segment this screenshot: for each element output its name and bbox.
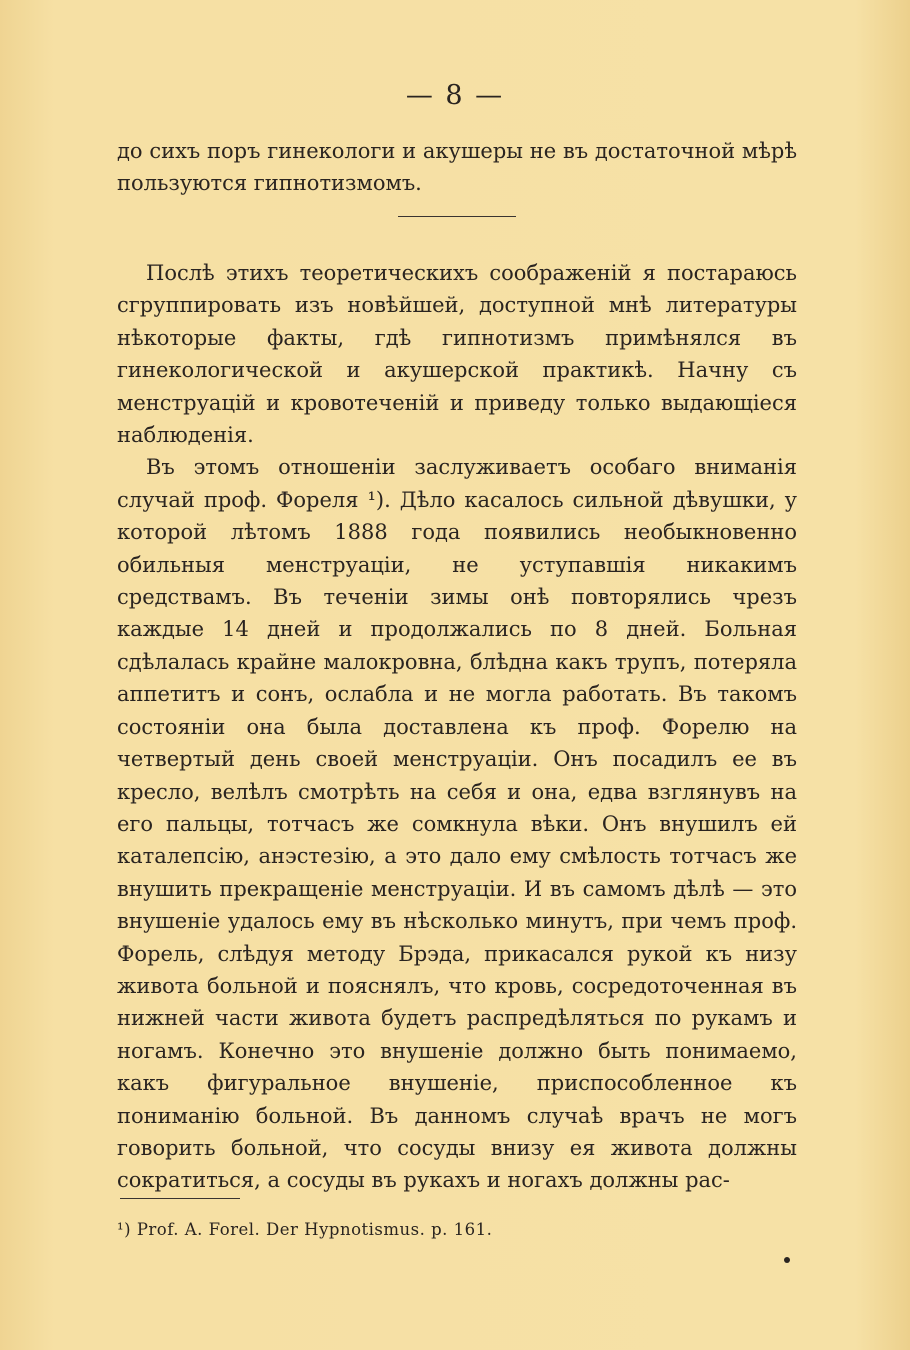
footnote-divider (120, 1198, 240, 1199)
main-text (117, 257, 797, 1197)
paragraph-1: Послѣ этихъ теоретическихъ соображеній я постараюсь сгруппировать изъ новѣйшей, доступной мнѣ литературы нѣкоторые факты, гдѣ гипнотизмъ примѣнялся въ гинекологической и акушерской практикѣ. Начну съ менструацій и кровотеченій и приведу только выдающіеся наблюденія. (117, 261, 797, 448)
footnote-marker: ¹) (117, 1220, 132, 1239)
footnote-text: Prof. A. Forel. Der Hypnotismus. p. 161. (136, 1220, 493, 1239)
continuation-text: до сихъ поръ гинекологи и акушеры не въ достаточной мѣрѣ пользуются гипнотизмомъ. (117, 139, 797, 196)
ink-dot (784, 1257, 790, 1263)
section-divider (398, 216, 516, 217)
footnote (117, 1220, 797, 1239)
continuation-paragraph (117, 135, 797, 200)
paragraph-2: Въ этомъ отношеніи заслуживаетъ особаго вниманія случай проф. Фореля ¹). Дѣло касалось сильной дѣвушки, у которой лѣтомъ 1888 года появились необыкновенно обильныя менструаціи, не уступавшія никакимъ средствамъ. Въ теченіи зимы онѣ повторялись чрезъ каждые 14 дней и продолжались по 8 дней. Больная сдѣлалась крайне малокровна, блѣдна какъ трупъ, потеряла аппетитъ и сонъ, ослабла и не могла работать. Въ такомъ состояніи она была доставлена къ проф. Форелю на четвертый день своей менструаціи. Онъ посадилъ ее въ кресло, велѣлъ смотрѣть на себя и она, едва взглянувъ на его пальцы, тотчасъ же сомкнула вѣки. Онъ внушилъ ей каталепсію, анэстезію, а это дало ему смѣлость тотчасъ же внушить прекращеніе менструаціи. И въ самомъ дѣлѣ — это внушеніе удалось ему въ нѣсколько минутъ, при чемъ проф. Форель, слѣдуя методу Брэда, прикасался рукой къ низу живота больной и пояснялъ, что кровь, сосредоточенная въ нижней части живота будетъ распредѣляться по рукамъ и ногамъ. Конечно это внушеніе должно быть понимаемо, какъ фигуральное внушеніе, приспособленное къ пониманію больной. Въ данномъ случаѣ врачъ не могъ говорить больной, что сосуды внизу ея живота должны сократиться, а сосуды въ рукахъ и ногахъ должны рас- (117, 455, 797, 1193)
page-number: — 8 — (405, 80, 505, 111)
